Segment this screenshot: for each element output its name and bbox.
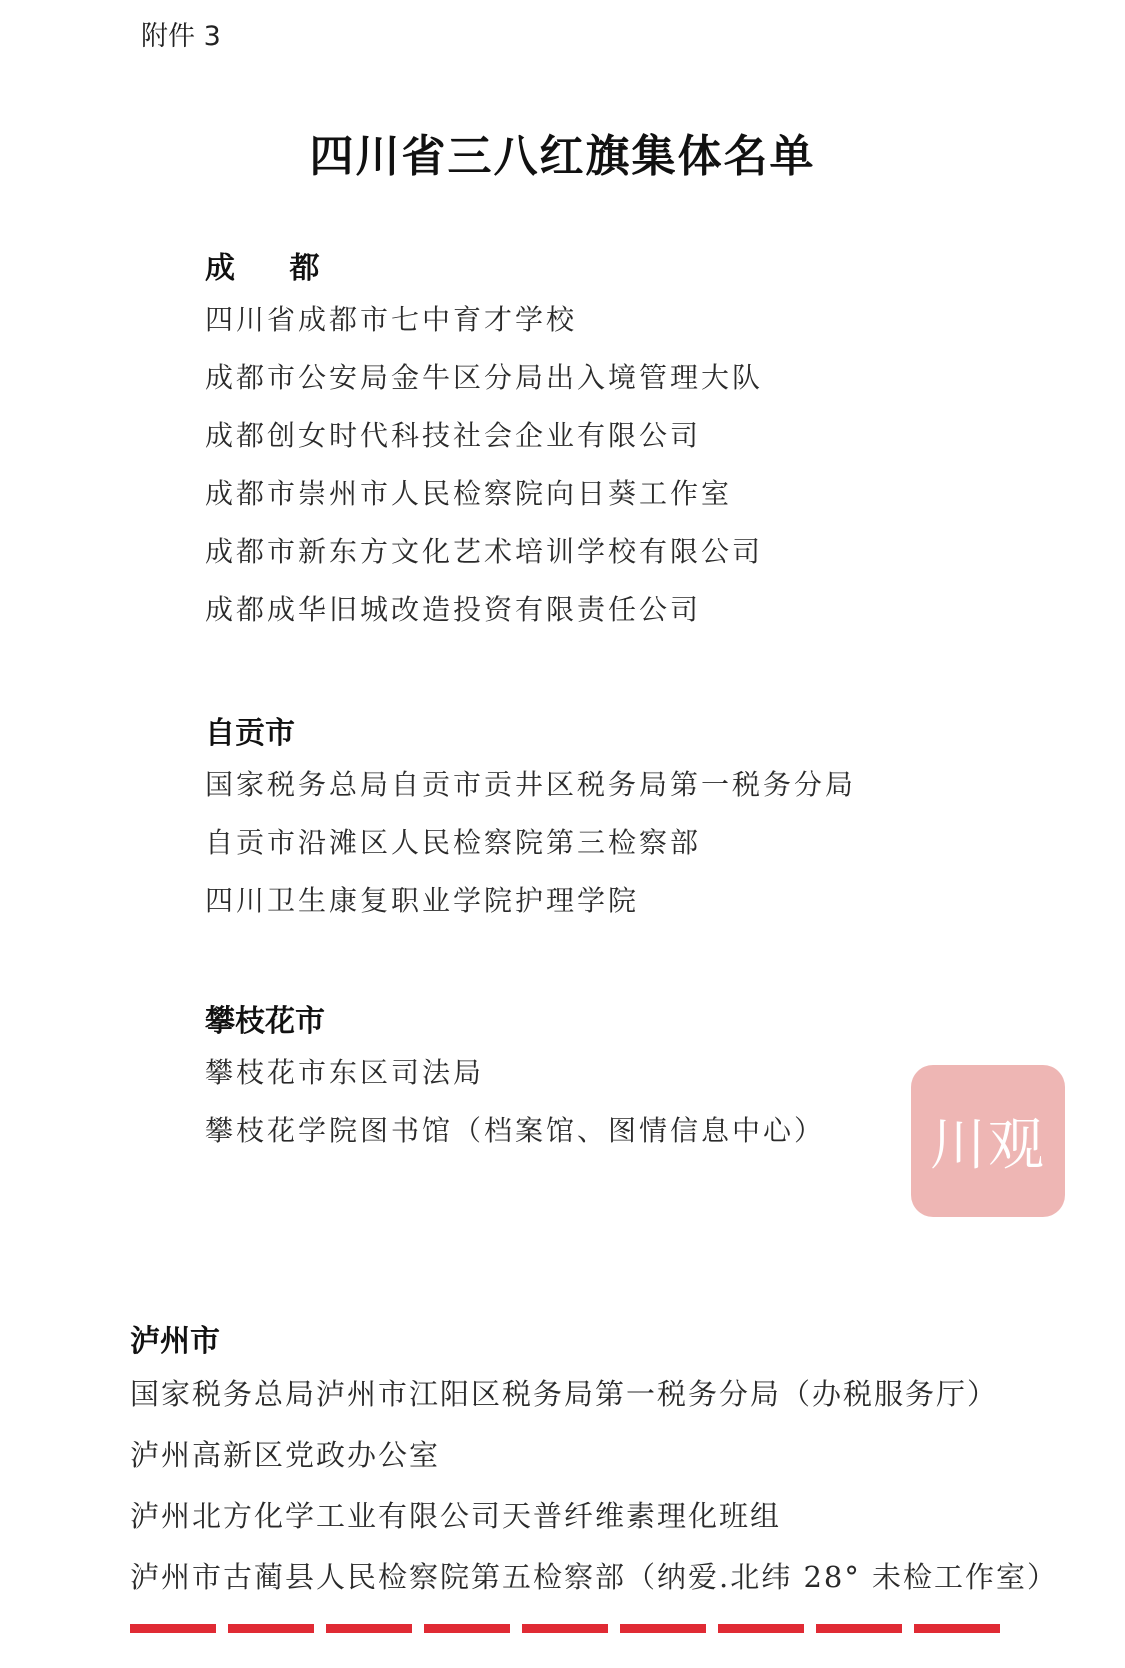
list-item: 攀枝花市东区司法局 (205, 1056, 485, 1089)
section-zigong (205, 712, 856, 930)
section-heading: 自贡市 (205, 716, 295, 751)
underline-dash (424, 1624, 510, 1633)
section-heading: 攀枝花市 (205, 1004, 325, 1039)
list-item: 攀枝花学院图书馆（档案馆、图情信息中心） (205, 1114, 826, 1147)
underline-dash (718, 1624, 804, 1633)
section-panzhihua (205, 1000, 825, 1160)
list-item: 泸州高新区党政办公室 (130, 1438, 441, 1472)
list-item: 四川卫生康复职业学院护理学院 (205, 884, 640, 917)
list-item: 成都市公安局金牛区分局出入境管理大队 (205, 361, 764, 394)
section-heading: 成 都 (205, 251, 342, 286)
list-item: 成都市新东方文化艺术培训学校有限公司 (205, 535, 764, 568)
underline-dash (130, 1624, 216, 1633)
section-chengdu (205, 247, 763, 639)
list-item: 国家税务总局泸州市江阳区税务局第一税务分局（办税服务厅） (130, 1377, 999, 1411)
underline-dash (816, 1624, 902, 1633)
list-item: 国家税务总局自贡市贡井区税务局第一税务分局 (205, 768, 857, 801)
document-title: 四川省三八红旗集体名单 (309, 131, 816, 182)
list-item: 成都创女时代科技社会企业有限公司 (205, 419, 702, 452)
list-item: 成都市崇州市人民检察院向日葵工作室 (205, 477, 733, 510)
section-luzhou (130, 1320, 1058, 1608)
list-item: 泸州市古蔺县人民检察院第五检察部（纳爱.北纬 28° 未检工作室） (130, 1560, 1059, 1594)
section-heading: 泸州市 (130, 1324, 220, 1359)
underline-dash (228, 1624, 314, 1633)
list-item: 自贡市沿滩区人民检察院第三检察部 (205, 826, 702, 859)
attachment-label: 附件 3 (141, 21, 221, 52)
list-item: 成都成华旧城改造投资有限责任公司 (205, 593, 702, 626)
list-item: 四川省成都市七中育才学校 (205, 303, 578, 336)
red-dashed-underline (130, 1624, 1000, 1633)
watermark-logo: 川观 (911, 1065, 1065, 1217)
underline-dash (326, 1624, 412, 1633)
underline-dash (522, 1624, 608, 1633)
underline-dash (914, 1624, 1000, 1633)
underline-dash (620, 1624, 706, 1633)
list-item: 泸州北方化学工业有限公司天普纤维素理化班组 (130, 1499, 782, 1533)
